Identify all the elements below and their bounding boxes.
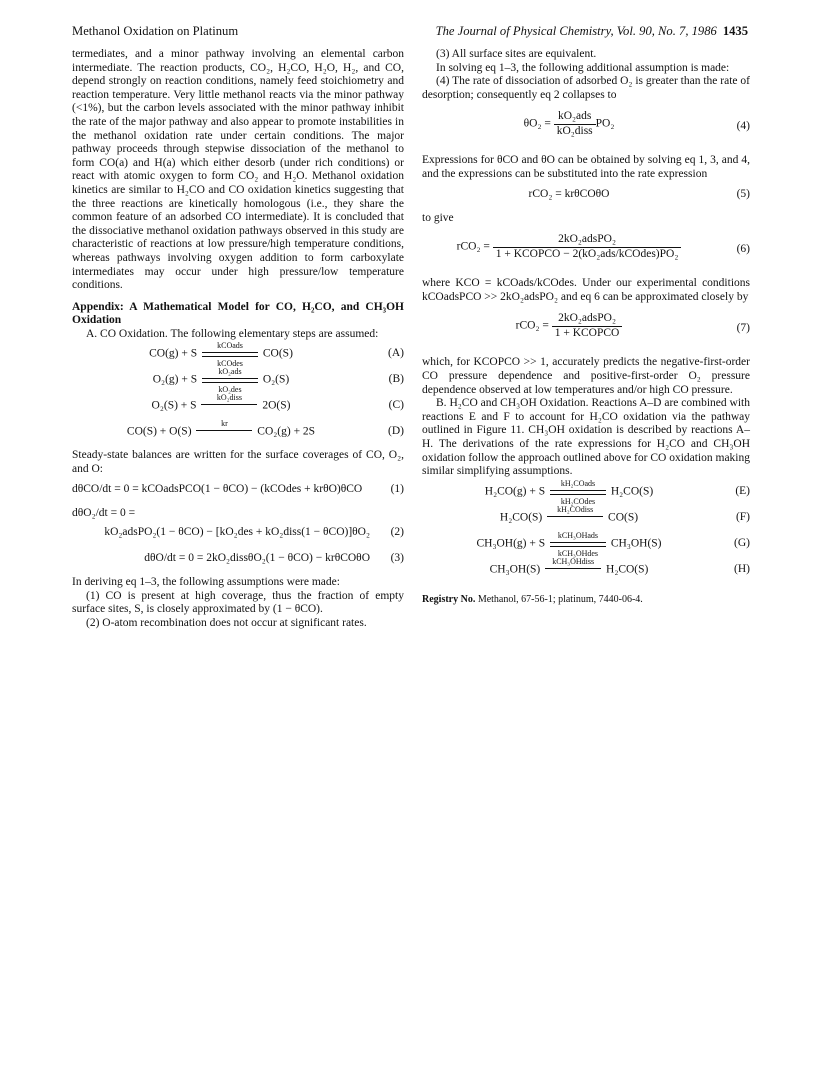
equation-g: CH₃OH(g) + S kCH₃OHads kCH₃OHdes CH₃OH(S) (G) <box>476 530 750 558</box>
forward-arrow: kCH₃OHdiss <box>543 563 603 577</box>
to-give-text: to give <box>422 211 454 224</box>
equation-7: rCO₂ = $\frac{\text{2kO₂adsPO₂}}{\text{1 + KCOPCO}}$ (7) <box>515 312 750 339</box>
assumptions-intro: In deriving eq 1–3, the following assumptions were made: <box>72 576 340 589</box>
equation-e: H₂CO(g) + S kH₂COads kH₂COdes H₂CO(S) (E) <box>484 478 750 506</box>
equation-5: rCO₂ = krθCOθO (5) <box>528 187 750 200</box>
equation-d: CO(S) + O(S) kr CO₂(g) + 2S (D) <box>126 419 404 439</box>
equilibrium-arrow: kH₂COads kH₂COdes <box>548 485 608 499</box>
equation-h: CH₃OH(S) kCH₃OHdiss H₂CO(S) (H) <box>489 556 750 576</box>
steady-state-text: Steady-state balances are written for the surface coverages of CO, O₂, and O: <box>72 449 404 476</box>
intro-paragraph: termediates, and a minor pathway involving an elemental carbon intermediate. The reaction products, CO₂, H₂CO, H₂O, H₂, and CO, depend strongly on reaction conditions, namely feed stoichiometry and reaction temperature. Very little methanol reacts via the minor pathway (<1%), but the carbon levels associated with the minor pathway inhibit the rate of the major pathway and also appear to promote instabilities in the methanol oxidation rate under certain conditions. The major pathway proceeds through stepwise dissociation of the methanol to form CO(a) and H(a) which either desorb (under rich conditions) or react with atomic oxygen to form CO₂ and H₂O. Methanol oxidation kinetics are similar to H₂CO and CO oxidation kinetics suggesting that the three reactions are kinetically homologous (i.e., they share the common feature of an adsorbed CO intermediate). It is concluded that the dissociative methanol oxidation pathways observed in this study are characteristic of reactions at low pressure/high temperature conditions, whereas pathways involving oxygen addition to form carboxylate intermediates may occur under high pressure/low temperature conditions. <box>72 48 404 292</box>
where-text: where KCO = kCOads/kCOdes. Under our experimental conditions kCOadsPCO >> 2kO₂adsPO₂ and eq 6 can be approximated closely by <box>422 277 750 303</box>
equilibrium-arrow: kO₂ads kO₂des <box>200 373 260 387</box>
equation-1: dθCO/dt = 0 = kCOadsPCO(1 − θCO) − (kCOdes + krθO)θCO (1) <box>72 482 404 495</box>
equation-b: O₂(g) + S kO₂ads kO₂des O₂(S) (B) <box>152 367 404 395</box>
header-journal: The Journal of Physical Chemistry, Vol. 90, No. 7, 1986 1435 <box>435 24 748 38</box>
page-number: 1435 <box>722 24 748 38</box>
co-intro: A. CO Oxidation. The following elementary steps are assumed: <box>86 327 379 340</box>
equation-c: O₂(S) + S kO₂diss 2O(S) (C) <box>151 393 404 413</box>
right-column <box>422 48 750 606</box>
additional-assumption: In solving eq 1–3, the following additional assumption is made: <box>436 61 730 74</box>
forward-arrow: kH₂COdiss <box>545 511 605 525</box>
section-b-paragraph: B. H₂CO and CH₃OH Oxidation. Reactions A–D are combined with reactions E and F to account for H₂CO oxidation via the pathway outlined in Figure 11. CH₃OH oxidation is described by reactions A–H. The derivations of the rate expressions for H₂CO and CH₃OH oxidation follow the approach outlined above for CO oxidation making similar simplifying assumptions. <box>422 397 750 478</box>
equilibrium-arrow: kCH₃OHads kCH₃OHdes <box>548 537 608 551</box>
left-column <box>72 48 404 631</box>
appendix-heading: Appendix: A Mathematical Model for CO, H₂CO, and CH₃OH Oxidation <box>72 300 404 327</box>
equation-6: rCO₂ = $\frac{\text{2kO₂adsPO₂}}{\text{1 + KCOPCO − 2(kO₂ads/kCOdes)PO₂}}$ (6) <box>456 233 750 260</box>
equation-3: dθO/dt = 0 = 2kO₂dissθO₂(1 − θCO) − krθCOθO (3) <box>144 552 404 565</box>
header-title: Methanol Oxidation on Platinum <box>72 24 239 38</box>
forward-arrow: kO₂diss <box>199 399 259 413</box>
expressions-text: Expressions for θCO and θO can be obtained by solving eq 1, 3, and 4, and the expressions can be substituted into the rate expression <box>422 154 750 180</box>
equation-f: H₂CO(S) kH₂COdiss CO(S) (F) <box>499 504 750 524</box>
forward-arrow: kr <box>194 425 254 439</box>
assumption-3: (3) All surface sites are equivalent. <box>436 48 597 60</box>
equation-a: CO(g) + S kCOads kCOdes CO(S) (A) <box>149 341 404 369</box>
which-text: which, for KCOPCO >> 1, accurately predicts the negative-first-order CO pressure dependence and positive-first-order O₂ pressure dependence observed at low temperatures and/or high CO pressure. <box>422 356 750 396</box>
equation-2: kO₂adsPO₂(1 − θCO) − [kO₂des + kO₂diss(1 − θCO)]θO₂ (2) <box>104 526 404 539</box>
assumption-1: (1) CO is present at high coverage, thus the fraction of empty surface sites, S, is closely approximated by (1 − θCO). <box>72 589 404 616</box>
assumption-2: (2) O-atom recombination does not occur at significant rates. <box>86 617 367 630</box>
equation-4: θO₂ = $\frac{\text{kO₂ads}}{\text{kO₂diss}}$ PO₂ (4) <box>523 110 750 137</box>
registry-numbers: Registry No. Methanol, 67-56-1; platinum, 7440-06-4. <box>422 593 643 605</box>
equation-2-lead: dθO₂/dt = 0 = <box>72 506 136 519</box>
equilibrium-arrow: kCOads kCOdes <box>200 347 260 361</box>
running-header <box>72 24 748 42</box>
assumption-4: (4) The rate of dissociation of adsorbed O₂ is greater than the rate of desorption; consequently eq 2 collapses to <box>422 75 750 101</box>
